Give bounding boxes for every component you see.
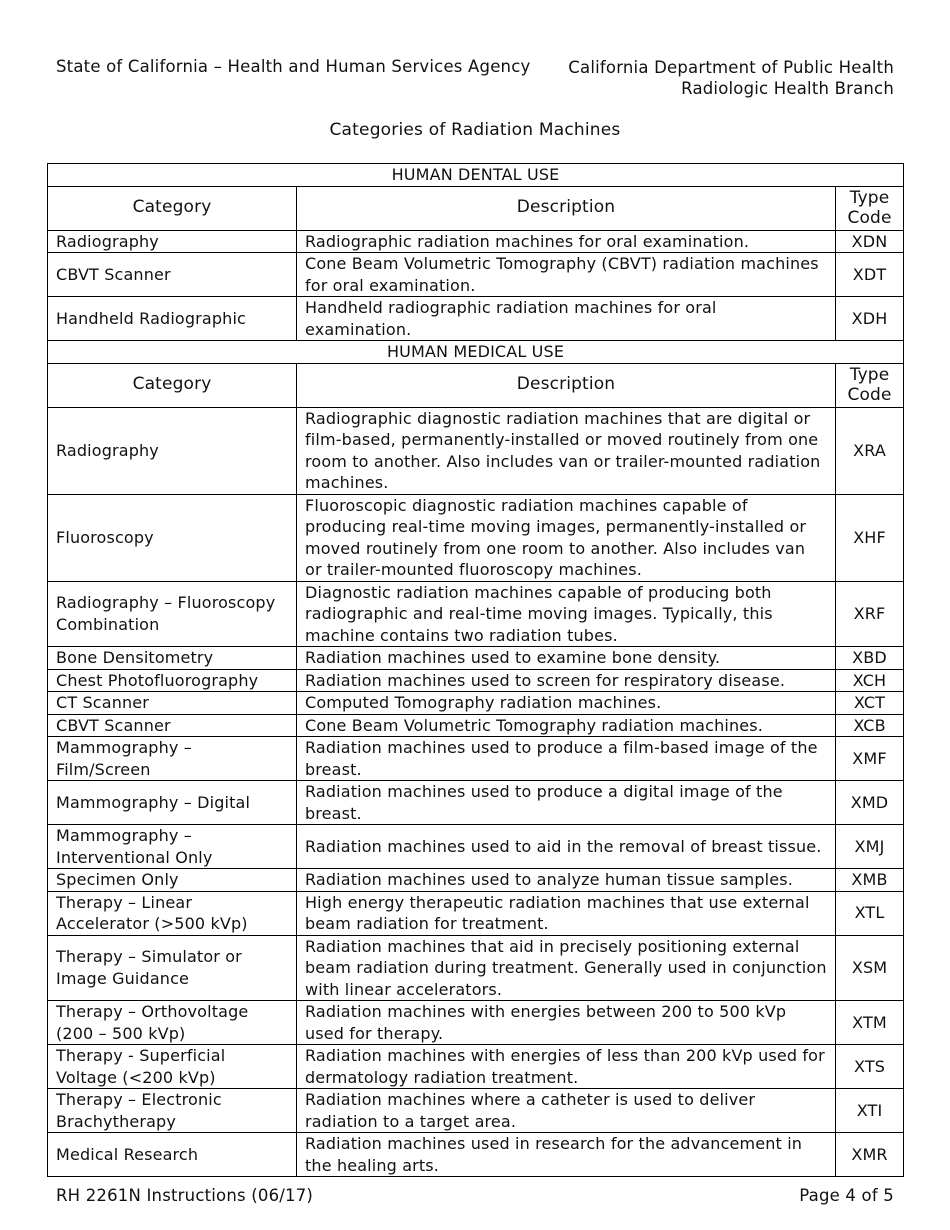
column-header-description: Description — [297, 363, 836, 407]
column-header-type-code: Type Code — [836, 186, 904, 230]
description-cell: Radiation machines with energies between 200 to 500 kVp used for therapy. — [297, 1001, 836, 1045]
description-cell: Radiation machines used in research for the advancement in the healing arts. — [297, 1133, 836, 1177]
type-code-cell: XCT — [836, 692, 904, 715]
type-code-cell: XDN — [836, 230, 904, 253]
description-cell: Cone Beam Volumetric Tomography (CBVT) radiation machines for oral examination. — [297, 253, 836, 297]
type-code-cell: XMB — [836, 869, 904, 892]
table-row — [48, 1089, 904, 1133]
table-row — [48, 781, 904, 825]
type-code-cell: XTL — [836, 891, 904, 935]
type-code-cell: XBD — [836, 647, 904, 670]
table-row — [48, 1045, 904, 1089]
table-row — [48, 714, 904, 737]
section-header-row — [48, 164, 904, 187]
category-cell: Therapy – Electronic Brachytherapy — [48, 1089, 297, 1133]
header-department — [568, 57, 894, 99]
description-cell: Handheld radiographic radiation machines for oral examination. — [297, 297, 836, 341]
category-cell: Therapy – Simulator or Image Guidance — [48, 935, 297, 1001]
category-cell: Chest Photofluorography — [48, 669, 297, 692]
table-row — [48, 935, 904, 1001]
form-number: RH 2261N Instructions (06/17) — [56, 1186, 314, 1205]
description-cell: Radiation machines used to produce a film-based image of the breast. — [297, 737, 836, 781]
table-row — [48, 1133, 904, 1177]
table-row — [48, 737, 904, 781]
description-cell: Diagnostic radiation machines capable of producing both radiographic and real-time moving images. Typically, this machine contains two radiation tubes. — [297, 581, 836, 647]
table-row — [48, 1001, 904, 1045]
type-code-cell: XMF — [836, 737, 904, 781]
description-cell: Cone Beam Volumetric Tomography radiation machines. — [297, 714, 836, 737]
category-cell: Bone Densitometry — [48, 647, 297, 670]
table-row — [48, 825, 904, 869]
category-cell: Fluoroscopy — [48, 494, 297, 581]
table-row — [48, 647, 904, 670]
header-agency: State of California – Health and Human Services Agency — [56, 57, 531, 76]
type-code-cell: XDH — [836, 297, 904, 341]
category-cell: CT Scanner — [48, 692, 297, 715]
table-row — [48, 891, 904, 935]
column-header-description: Description — [297, 186, 836, 230]
type-code-cell: XTI — [836, 1089, 904, 1133]
column-header-type-code: Type Code — [836, 363, 904, 407]
type-code-cell: XRA — [836, 407, 904, 494]
column-header-category: Category — [48, 186, 297, 230]
description-cell: Radiographic radiation machines for oral examination. — [297, 230, 836, 253]
category-cell: Medical Research — [48, 1133, 297, 1177]
category-cell: Specimen Only — [48, 869, 297, 892]
description-cell: Radiation machines used to aid in the removal of breast tissue. — [297, 825, 836, 869]
category-cell: Therapy – Orthovoltage (200 – 500 kVp) — [48, 1001, 297, 1045]
table-row — [48, 407, 904, 494]
table-row — [48, 253, 904, 297]
page-number: Page 4 of 5 — [799, 1186, 894, 1205]
column-header-category: Category — [48, 363, 297, 407]
category-cell: CBVT Scanner — [48, 714, 297, 737]
table-row — [48, 297, 904, 341]
category-cell: Radiography — [48, 230, 297, 253]
description-cell: Radiation machines where a catheter is used to deliver radiation to a target area. — [297, 1089, 836, 1133]
category-cell: Radiography – Fluoroscopy Combination — [48, 581, 297, 647]
column-header-row — [48, 186, 904, 230]
category-cell: Mammography – Interventional Only — [48, 825, 297, 869]
table-row — [48, 581, 904, 647]
table-row — [48, 230, 904, 253]
type-code-cell: XCB — [836, 714, 904, 737]
category-cell: Radiography — [48, 407, 297, 494]
section-header-row — [48, 341, 904, 364]
section-title: HUMAN DENTAL USE — [48, 164, 904, 187]
description-cell: Radiation machines used to examine bone density. — [297, 647, 836, 670]
category-cell: Mammography – Digital — [48, 781, 297, 825]
type-code-cell: XMJ — [836, 825, 904, 869]
category-cell: Handheld Radiographic — [48, 297, 297, 341]
type-code-cell: XCH — [836, 669, 904, 692]
section-title: HUMAN MEDICAL USE — [48, 341, 904, 364]
column-header-row — [48, 363, 904, 407]
description-cell: Radiation machines used to produce a digital image of the breast. — [297, 781, 836, 825]
category-cell: Mammography – Film/Screen — [48, 737, 297, 781]
type-code-cell: XDT — [836, 253, 904, 297]
description-cell: Radiation machines used to screen for respiratory disease. — [297, 669, 836, 692]
description-cell: Computed Tomography radiation machines. — [297, 692, 836, 715]
description-cell: Radiation machines with energies of less than 200 kVp used for dermatology radiation treatment. — [297, 1045, 836, 1089]
header-branch-name: Radiologic Health Branch — [681, 79, 894, 98]
type-code-cell: XSM — [836, 935, 904, 1001]
category-cell: Therapy - Superficial Voltage (<200 kVp) — [48, 1045, 297, 1089]
category-cell: CBVT Scanner — [48, 253, 297, 297]
header-department-name: California Department of Public Health — [568, 58, 894, 77]
type-code-cell: XTS — [836, 1045, 904, 1089]
table-row — [48, 669, 904, 692]
type-code-cell: XMR — [836, 1133, 904, 1177]
type-code-cell: XMD — [836, 781, 904, 825]
table-row — [48, 869, 904, 892]
description-cell: Radiation machines used to analyze human tissue samples. — [297, 869, 836, 892]
description-cell: High energy therapeutic radiation machines that use external beam radiation for treatment. — [297, 891, 836, 935]
type-code-cell: XRF — [836, 581, 904, 647]
table-row — [48, 494, 904, 581]
category-cell: Therapy – Linear Accelerator (>500 kVp) — [48, 891, 297, 935]
table-body — [48, 164, 904, 1177]
document-title: Categories of Radiation Machines — [329, 120, 621, 140]
table-row — [48, 692, 904, 715]
type-code-cell: XHF — [836, 494, 904, 581]
radiation-machine-categories-table — [47, 163, 904, 1177]
description-cell: Radiographic diagnostic radiation machines that are digital or film-based, permanently-installed or moved routinely from one room to another. Also includes van or trailer-mounted radiation machines. — [297, 407, 836, 494]
type-code-cell: XTM — [836, 1001, 904, 1045]
description-cell: Fluoroscopic diagnostic radiation machines capable of producing real-time moving images, permanently-installed or moved routinely from one room to another. Also includes van or trailer-mounted fluoroscopy machines. — [297, 494, 836, 581]
description-cell: Radiation machines that aid in precisely positioning external beam radiation during treatment. Generally used in conjunction with linear accelerators. — [297, 935, 836, 1001]
